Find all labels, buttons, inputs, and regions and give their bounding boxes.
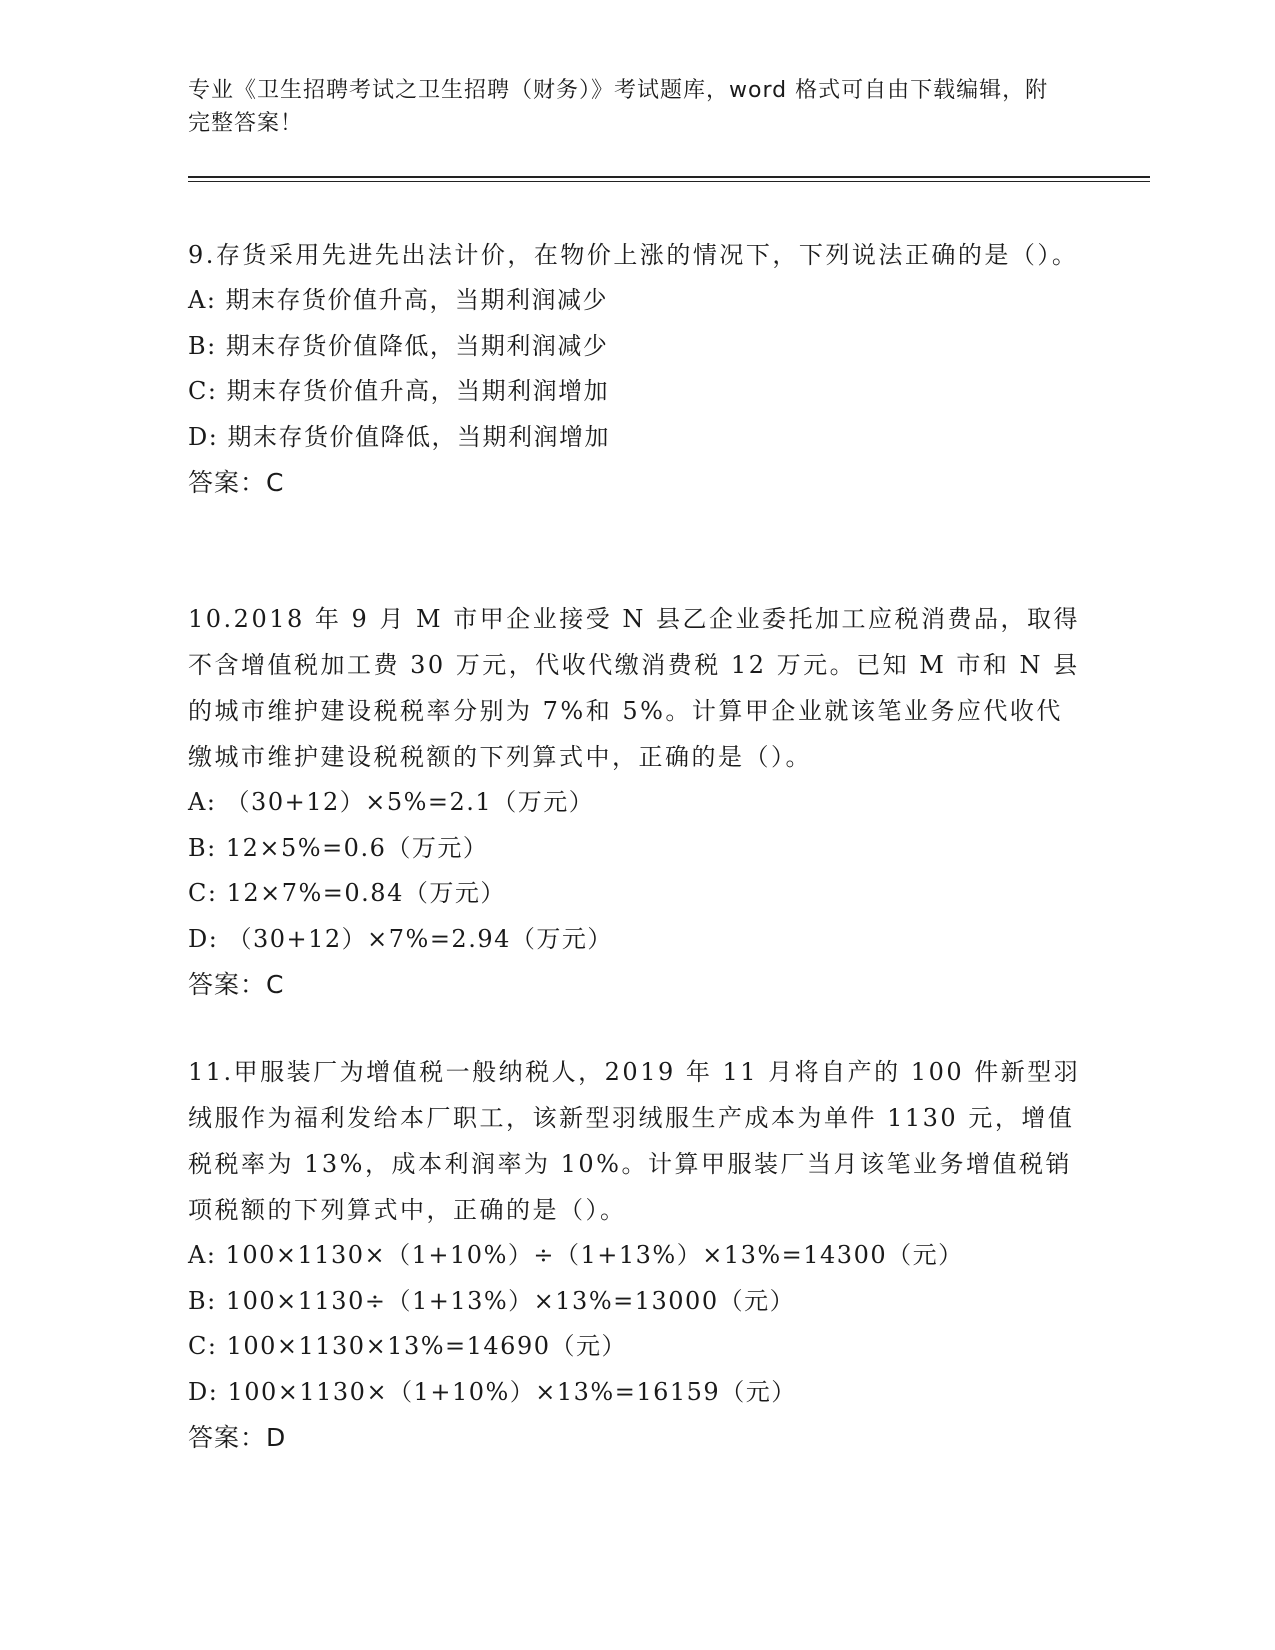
answer-label: 答案：C bbox=[188, 970, 285, 999]
option-c: C: 12×7%=0.84（万元） bbox=[188, 879, 506, 907]
option-b: B: 期末存货价值降低，当期利润减少 bbox=[188, 331, 609, 360]
answer-label: 答案：C bbox=[188, 468, 285, 497]
option-c: C: 100×1130×13%=14690（元） bbox=[188, 1332, 627, 1360]
option-b: B: 100×1130÷（1+13%）×13%=13000（元） bbox=[188, 1286, 796, 1315]
question-9 bbox=[188, 232, 1088, 505]
option-d: D: 期末存货价值降低，当期利润增加 bbox=[188, 422, 610, 451]
question-10 bbox=[188, 596, 1088, 1007]
header-text: 专业《卫生招聘考试之卫生招聘（财务）》考试题库，word 格式可自由下载编辑，附完整答案！ bbox=[188, 78, 1049, 136]
option-a: A: （30+12）×5%=2.1（万元） bbox=[188, 788, 595, 816]
option-d: D: （30+12）×7%=2.94（万元） bbox=[188, 924, 613, 953]
answer-label: 答案：D bbox=[188, 1423, 287, 1452]
question-stem: 11.甲服装厂为增值税一般纳税人，2019 年 11 月将自产的 100 件新型羽绒服作为福利发给本厂职工，该新型羽绒服生产成本为单件 1130 元，增值税税率为 13%，成本利润率为 10%。计算甲服装厂当月该笔业务增值税销项税额的下列算式中，正确的是（）。 bbox=[188, 1058, 1081, 1224]
question-stem: 9.存货采用先进先出法计价，在物价上涨的情况下，下列说法正确的是（）。 bbox=[188, 241, 1079, 269]
question-stem: 10.2018 年 9 月 M 市甲企业接受 N 县乙企业委托加工应税消费品，取得不含增值税加工费 30 万元，代收代缴消费税 12 万元。已知 M 市和 N 县的城市维护建设税税率分别为 7%和 5%。计算甲企业就该笔业务应代收代缴城市维护建设税税额的下列算式中，正确的是（）。 bbox=[188, 605, 1080, 771]
question-11 bbox=[188, 1049, 1088, 1460]
option-b: B: 12×5%=0.6（万元） bbox=[188, 833, 489, 862]
option-c: C: 期末存货价值升高，当期利润增加 bbox=[188, 377, 610, 405]
option-a: A: 期末存货价值升高，当期利润减少 bbox=[188, 286, 609, 314]
option-d: D: 100×1130×（1+10%）×13%=16159（元） bbox=[188, 1377, 797, 1406]
document-header bbox=[188, 74, 1068, 140]
option-a: A: 100×1130×（1+10%）÷（1+13%）×13%=14300（元） bbox=[188, 1241, 964, 1269]
header-divider bbox=[188, 176, 1150, 182]
